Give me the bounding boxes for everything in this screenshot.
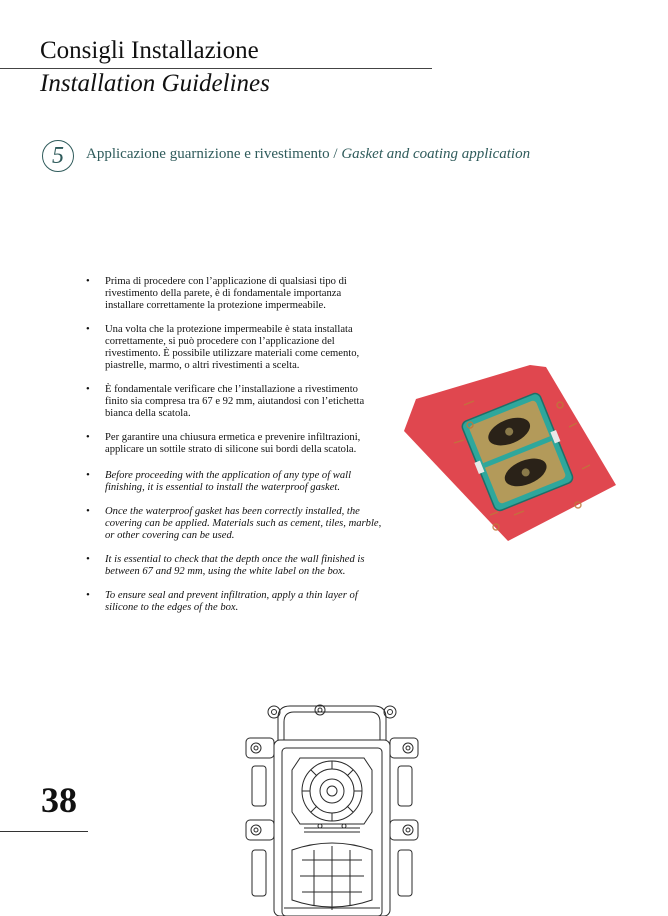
- page-title-english: Installation Guidelines: [40, 70, 270, 97]
- list-item: • Before proceeding with the application of any type of wall finishing, it is essential to install the waterproof gasket.: [86, 470, 382, 494]
- page-title-italian: Consigli Installazione: [40, 37, 259, 64]
- list-item: • It is essential to check that the depth once the wall finished is between 67 and 92 mm, using the white label on the box.: [86, 554, 382, 578]
- page-number-divider: [0, 831, 88, 832]
- valve-body-line-drawing: [244, 700, 420, 916]
- list-item: • Una volta che la protezione impermeabile è stata installata correttamente, si può procedere con l’applicazione del rivestimento. È possibile utilizzare materiali come cemento, piastrelle, marmo, o altri rivestimenti a scelta.: [86, 324, 382, 372]
- step-title-italian: Applicazione guarnizione e rivestimento /: [86, 146, 338, 162]
- list-item: • È fondamentale verificare che l’installazione a rivestimento finito sia compresa tra 67 e 92 mm, aiutandosi con l’etichetta bianca della scatola.: [86, 384, 382, 420]
- gasket-box-illustration: [404, 365, 616, 541]
- list-item: • Prima di procedere con l’applicazione di qualsiasi tipo di rivestimento della parete, è di fondamentale importanza installare correttamente la protezione impermeabile.: [86, 276, 382, 312]
- list-item: • Once the waterproof gasket has been correctly installed, the covering can be applied. Materials such as cement, tiles, marble, or other covering can be used.: [86, 506, 382, 542]
- step-title: [86, 146, 530, 163]
- list-item: • To ensure seal and prevent infiltration, apply a thin layer of silicone to the edges of the box.: [86, 590, 382, 614]
- step-number-badge: 5: [42, 140, 74, 172]
- step-title-english: Gasket and coating application: [341, 146, 531, 162]
- instructions-list-italian: [86, 276, 382, 468]
- instructions-list-english: [86, 470, 382, 626]
- page-number: 38: [41, 780, 77, 820]
- list-item: • Per garantire una chiusura ermetica e prevenire infiltrazioni, applicare un sottile strato di silicone sui bordi della scatola.: [86, 432, 382, 456]
